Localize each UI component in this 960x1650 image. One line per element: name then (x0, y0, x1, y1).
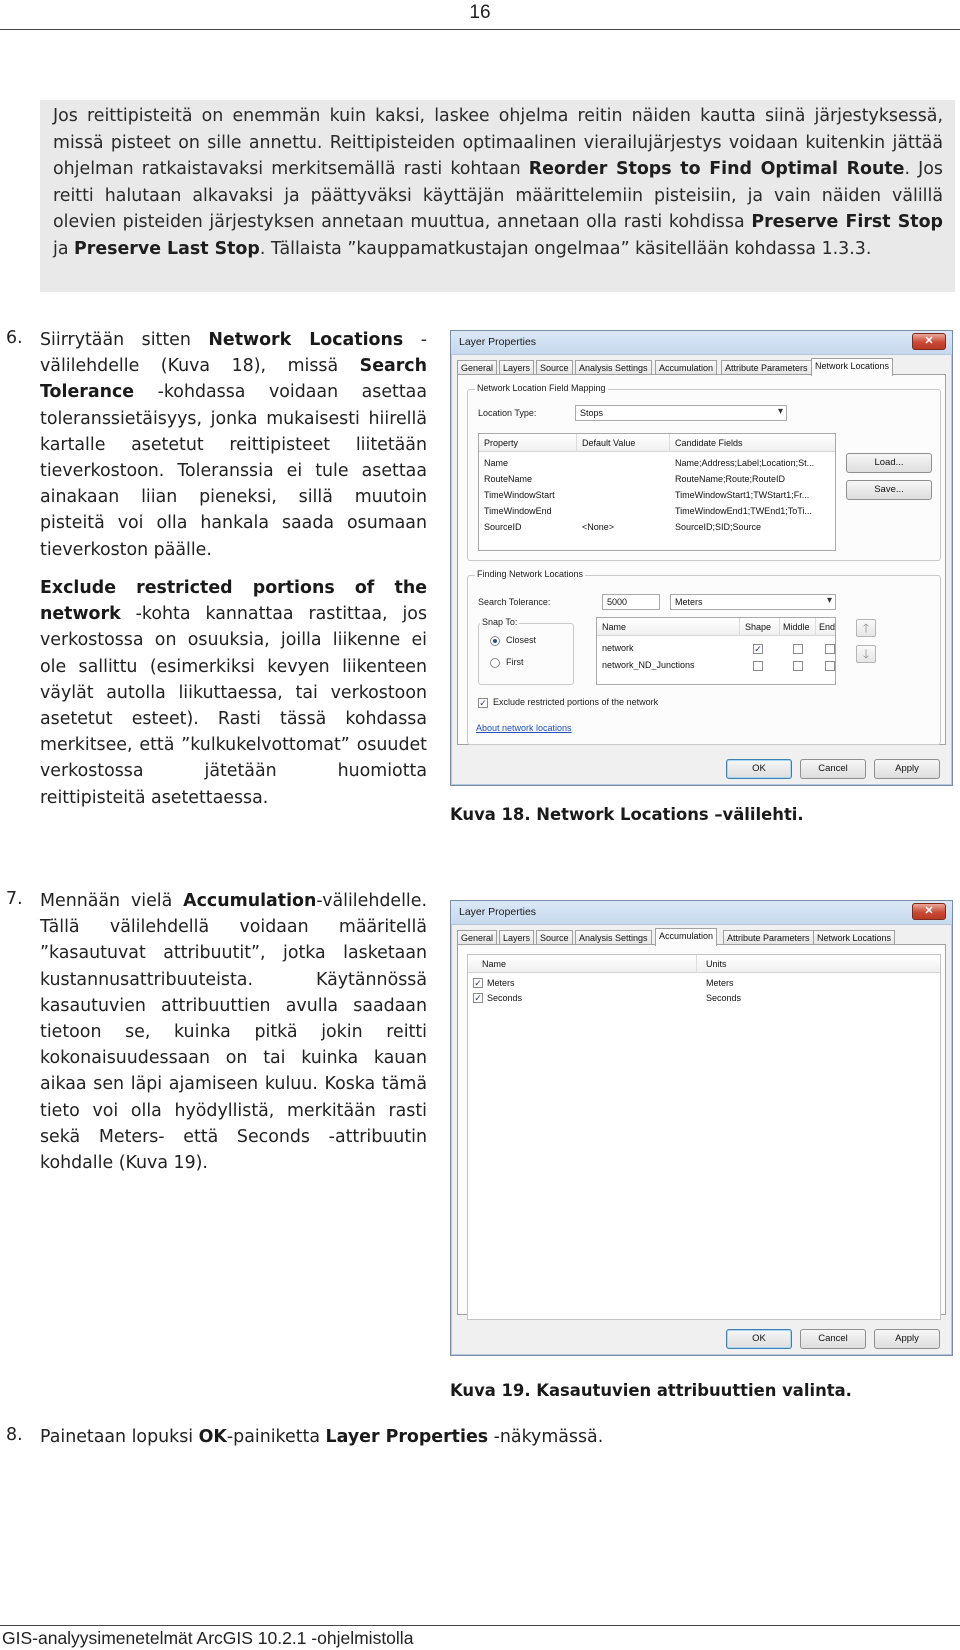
tab-network-locations[interactable]: Network Locations (811, 358, 893, 376)
snap-end-checkbox[interactable] (825, 661, 835, 671)
close-icon[interactable]: ✕ (912, 333, 946, 350)
meters-checkbox[interactable]: ✓ (474, 978, 482, 988)
snap-to-group (478, 623, 574, 685)
tab-analysis-settings[interactable]: Analysis Settings (575, 360, 652, 375)
tab-panel (457, 944, 946, 1315)
step-8-paragraph: Painetaan lopuksi OK-painiketta Layer Properties -näkymässä. (40, 1427, 604, 1447)
dialog-titlebar (451, 331, 952, 355)
ok-button[interactable]: OK (726, 1329, 792, 1349)
column-header-shape[interactable]: Shape (745, 622, 772, 632)
snap-source-network: network (602, 643, 634, 653)
snap-source-junctions: network_ND_Junctions (602, 660, 695, 670)
exclude-restricted-checkbox[interactable]: ✓ (479, 698, 487, 708)
field-mapping-group-label: Network Location Field Mapping (477, 383, 606, 393)
step-6-paragraph-2: Exclude restricted portions of the network -kohta kannattaa rastittaa, jos verkostossa on osuuksia, joilla liikenne ei ole sallittu (esimerkiksi kevyen liikenteen väylät autolla liikuttaessa, tai verkostoon asetetut esteet). Rasti tässä kohdassa merkitsee, että ”kulkukelvottomat” osuudet verkostossa jätetään huomiotta reittipisteitä asetettaessa. (40, 578, 427, 808)
column-header-end[interactable]: End (819, 622, 836, 632)
tab-attribute-parameters[interactable]: Attribute Parameters (721, 360, 812, 375)
tab-network-locations[interactable]: Network Locations (813, 930, 895, 945)
page-number: 16 (469, 2, 491, 23)
figure-18-caption: Kuva 18. Network Locations –välilehti. (450, 805, 804, 824)
column-header-units[interactable]: Units (706, 959, 727, 969)
note-paragraph: Jos reittipisteitä on enemmän kuin kaksi, laskee ohjelma reitin näiden kautta siinä järjestyksessä, missä pisteet on sille annettu. Reittipisteiden optimaalinen vierailujärjestys voidaan kuitenkin jättää ohjelman ratkaistavaksi merkitsemällä rasti kohtaan Reorder Stops to Find Optimal Route. Jos reitti halutaan alkavaksi ja päättyväksi käyttäjän määrittelemiin pisteisiin, ja vain näiden välillä olevien pisteiden järjestyksen annetaan muuttua, annetaan olla rasti kohdissa Preserve First Stop ja Preserve Last Stop. Tällaista ”kauppamatkustajan ongelmaa” käsitellään kohdassa 1.3.3. (53, 106, 943, 259)
step-6-number: 6. (6, 328, 23, 348)
figure-19-caption: Kuva 19. Kasautuvien attribuuttien valinta. (450, 1381, 852, 1400)
apply-button[interactable]: Apply (874, 759, 940, 779)
exclude-restricted-label: Exclude restricted portions of the network (493, 697, 659, 707)
snap-to-label: Snap To: (482, 617, 518, 627)
snap-middle-checkbox[interactable] (793, 661, 803, 671)
snap-middle-checkbox[interactable] (793, 644, 803, 654)
tab-layers[interactable]: Layers (499, 930, 534, 945)
save-button[interactable]: Save... (846, 480, 932, 500)
snap-shape-checkbox[interactable]: ✓ (754, 644, 762, 654)
close-icon[interactable]: ✕ (912, 903, 946, 920)
apply-button[interactable]: Apply (874, 1329, 940, 1349)
snap-sources-table (596, 617, 836, 685)
tab-strip (457, 928, 946, 944)
finding-network-locations-label: Finding Network Locations (477, 569, 584, 579)
layer-properties-dialog-network-locations (450, 330, 953, 786)
closest-radio[interactable] (490, 636, 500, 646)
footer-rule (0, 1625, 960, 1626)
step-8-number: 8. (6, 1425, 23, 1445)
location-type-select[interactable]: Stops ▾ (575, 405, 787, 421)
cancel-button[interactable]: Cancel (800, 1329, 866, 1349)
tab-general[interactable]: General (457, 930, 497, 945)
tab-source[interactable]: Source (536, 930, 573, 945)
tab-accumulation[interactable]: Accumulation (655, 360, 717, 375)
column-header-property[interactable]: Property (484, 438, 519, 448)
location-type-label: Location Type: (478, 408, 537, 418)
cancel-button[interactable]: Cancel (800, 759, 866, 779)
tab-accumulation[interactable]: Accumulation (655, 928, 717, 946)
snap-shape-checkbox[interactable] (753, 661, 763, 671)
dialog-title: Layer Properties (459, 906, 537, 918)
layer-properties-dialog-accumulation (450, 900, 953, 1356)
first-radio[interactable] (490, 658, 500, 668)
header-rule (0, 29, 960, 30)
column-header-name[interactable]: Name (482, 959, 507, 969)
column-header-default-value[interactable]: Default Value (582, 438, 636, 448)
step-7-number: 7. (6, 889, 23, 909)
search-tolerance-units-select[interactable]: Meters ▾ (670, 594, 836, 610)
about-network-locations-link[interactable]: About network locations (476, 723, 572, 733)
dialog-titlebar (451, 901, 952, 925)
field-mapping-header (479, 434, 835, 452)
column-header-candidate-fields[interactable]: Candidate Fields (675, 438, 743, 448)
closest-label: Closest (506, 635, 537, 645)
seconds-checkbox[interactable]: ✓ (474, 993, 482, 1003)
first-label: First (506, 657, 524, 667)
move-up-icon[interactable]: 🡑 (856, 619, 876, 637)
snap-end-checkbox[interactable] (825, 644, 835, 654)
accumulation-attributes-list: Name Units ✓ Meters Meters ✓ Seconds Seconds (467, 954, 941, 1320)
tab-panel (457, 374, 946, 745)
footer-text: GIS-analyysimenetelmät ArcGIS 10.2.1 -ohjelmistolla (2, 1628, 414, 1648)
column-header-name[interactable]: Name (602, 622, 627, 632)
move-down-icon[interactable]: 🡓 (856, 645, 876, 663)
step-7-paragraph: Mennään vielä Accumulation-välilehdelle. Tällä välilehdellä voidaan määritellä ”kasautuvat attribuutit”, jotka lasketaan kustannusattribuuteista. Käytännössä kasautuvien attribuuttien avulla saadaan tietoon se, kuinka pitkä jokin reitti kokonaisuudessaan on tai kuinka kauan aikaa sen läpi ajamiseen kuluu. Koska tämä tieto voi olla hyödyllistä, merkitään rasti sekä Meters- että Seconds -attribuutin kohdalle (Kuva 19). (40, 891, 427, 1174)
dialog-title: Layer Properties (459, 336, 537, 348)
tab-layers[interactable]: Layers (499, 360, 534, 375)
step-6-paragraph-1: Siirrytään sitten Network Locations -välilehdelle (Kuva 18), missä Search Tolerance -kohdassa voidaan asettaa toleranssietäisyys, jonka mukaisesti hiirellä kartalle asetetut reittipisteet liitetään tieverkostoon. Toleranssia ei tule asettaa ainakaan liian pieneksi, sillä muutoin pisteitä voi olla hankala saada osumaan tieverkoston päälle. (40, 330, 427, 560)
search-tolerance-label: Search Tolerance: (478, 597, 551, 607)
tab-general[interactable]: General (457, 360, 497, 375)
ok-button[interactable]: OK (726, 759, 792, 779)
search-tolerance-input[interactable]: 5000 (602, 594, 660, 610)
note-box (40, 100, 955, 292)
column-header-middle[interactable]: Middle (783, 622, 810, 632)
tab-source[interactable]: Source (536, 360, 573, 375)
tab-strip (457, 358, 946, 374)
tab-analysis-settings[interactable]: Analysis Settings (575, 930, 652, 945)
field-mapping-table: Property Default Value Candidate Fields Name Name;Address;Label;Location;St... RouteName RouteName;Route;RouteID TimeWindowStart TimeWindowStart1;TWStart1;Fr... TimeWindowEnd TimeWindowEnd1;TWEnd1;ToTi... SourceID <None> SourceID;SID;Source (478, 433, 836, 551)
tab-attribute-parameters[interactable]: Attribute Parameters (723, 930, 814, 945)
load-button[interactable]: Load... (846, 453, 932, 473)
